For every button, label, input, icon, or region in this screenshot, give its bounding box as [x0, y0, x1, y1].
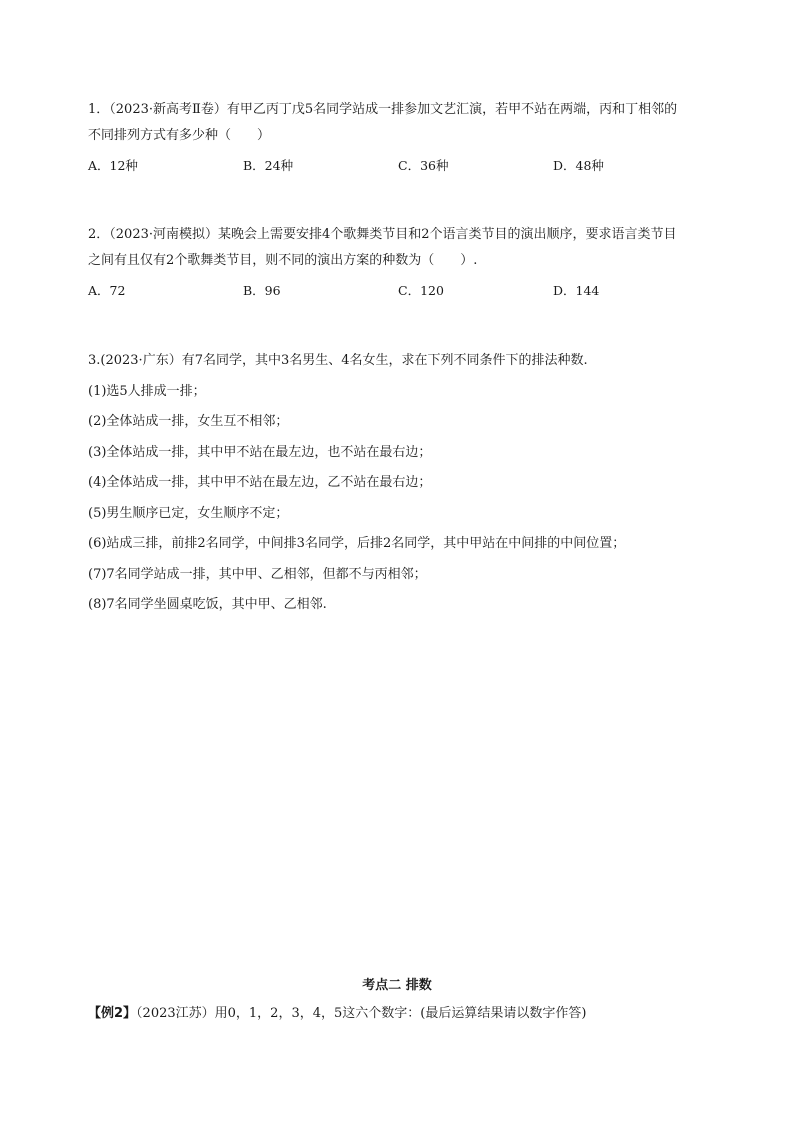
question-1-stem-line-1: 1．（2023·新高考Ⅱ卷）有甲乙丙丁戊5名同学站成一排参加文艺汇演，若甲不站在两端，丙和丁相邻的	[88, 102, 678, 117]
question-3-part-2: (2)全体站成一排，女生互不相邻；	[88, 414, 289, 429]
example-2-text: （2023江苏）用0，1，2，3，4，5这六个数字：(最后运算结果请以数字作答)	[136, 1006, 587, 1021]
example-2-tag: 【例2】	[88, 1006, 137, 1021]
question-1	[88, 97, 728, 179]
question-2	[88, 222, 728, 304]
example-2	[88, 1002, 586, 1021]
question-1-stem-line-2: 不同排列方式有多少种（ ）	[88, 128, 271, 143]
question-1-option-c: C．36种	[398, 158, 449, 173]
question-1-option-b: B．24种	[243, 158, 294, 173]
question-3-part-1: (1)选5人排成一排；	[88, 383, 206, 399]
question-3-part-3: (3)全体站成一排，其中甲不站在最左边，也不站在最右边；	[88, 444, 432, 460]
question-1-option-a: A．12种	[88, 158, 138, 173]
question-3	[88, 346, 728, 621]
question-3-part-8: (8)7名同学坐圆桌吃饭，其中甲、乙相邻.	[88, 597, 327, 612]
question-2-option-c: C．120	[398, 283, 444, 298]
question-3-part-6: (6)站成三排，前排2名同学，中间排3名同学，后排2名同学，其中甲站在中间排的中间位置；	[88, 536, 626, 551]
question-2-option-b: B．96	[243, 283, 281, 298]
question-2-option-a: A．72	[88, 283, 126, 298]
question-2-option-d: D．144	[553, 283, 600, 298]
question-2-stem-line-2: 之间有且仅有2个歌舞类节目，则不同的演出方案的种数为（ ）.	[88, 253, 478, 268]
question-1-option-d: D．48种	[553, 158, 604, 173]
question-2-options	[88, 278, 728, 304]
question-1-options	[88, 153, 728, 179]
question-3-stem: 3.(2023·广东）有7名同学，其中3名男生、4名女生，求在下列不同条件下的排法种数.	[88, 353, 588, 368]
question-3-part-5: (5)男生顺序已定，女生顺序不定；	[88, 505, 289, 521]
question-3-part-4: (4)全体站成一排，其中甲不站在最左边，乙不站在最右边；	[88, 475, 432, 490]
section-title: 考点二 排数	[362, 978, 432, 993]
question-2-stem-line-1: 2．（2023·河南模拟）某晚会上需要安排4个歌舞类节目和2个语言类节目的演出顺序，要求语言类节目	[88, 227, 677, 242]
question-3-part-7: (7)7名同学站成一排，其中甲、乙相邻，但都不与丙相邻；	[88, 566, 427, 582]
